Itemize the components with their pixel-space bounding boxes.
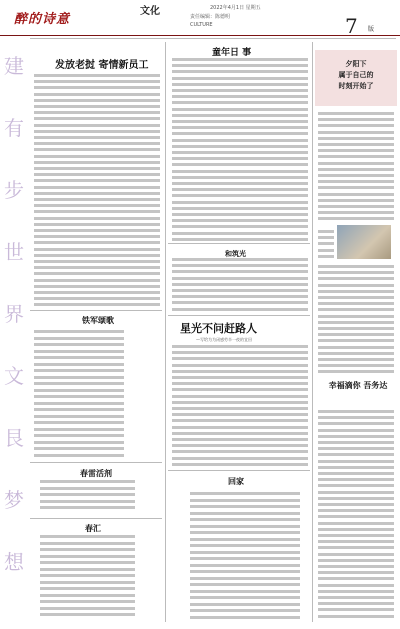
text-line bbox=[190, 499, 300, 502]
text-line bbox=[190, 512, 300, 515]
text-line bbox=[318, 302, 394, 305]
side-deco-char: 世 bbox=[4, 240, 24, 264]
text-line bbox=[34, 402, 124, 405]
text-line bbox=[318, 131, 394, 134]
text-line bbox=[172, 395, 308, 398]
issue-date: 2022年4月1日 星期五 bbox=[210, 5, 261, 11]
text-line bbox=[318, 284, 394, 287]
text-line bbox=[318, 327, 394, 330]
text-line bbox=[172, 194, 308, 197]
text-line bbox=[34, 408, 124, 411]
text-line bbox=[318, 491, 394, 494]
text-line bbox=[40, 600, 135, 603]
text-line bbox=[34, 303, 160, 306]
text-line bbox=[318, 497, 394, 500]
text-line bbox=[34, 389, 124, 392]
text-line bbox=[172, 64, 308, 67]
text-line bbox=[318, 447, 394, 450]
text-line bbox=[172, 232, 308, 235]
text-line bbox=[318, 435, 394, 438]
text-line bbox=[172, 163, 308, 166]
article-title-a7: 春雷活剂 bbox=[80, 468, 112, 478]
text-line bbox=[318, 352, 394, 355]
text-line bbox=[172, 413, 308, 416]
divider-f bbox=[168, 470, 310, 471]
text-line bbox=[318, 255, 334, 258]
text-line bbox=[34, 105, 160, 108]
text-line bbox=[318, 364, 394, 367]
section-title: 文化 bbox=[140, 6, 160, 17]
text-line bbox=[172, 213, 308, 216]
text-line bbox=[172, 126, 308, 129]
text-line bbox=[318, 358, 394, 361]
text-line bbox=[172, 370, 308, 373]
text-line bbox=[172, 114, 308, 117]
page-unit: 版 bbox=[368, 26, 375, 33]
section-sub: CULTURE bbox=[190, 22, 213, 28]
text-line bbox=[190, 525, 300, 528]
text-line bbox=[318, 242, 334, 245]
text-line bbox=[34, 229, 160, 232]
article-title-a3: 和筑光 bbox=[225, 249, 246, 258]
text-line bbox=[34, 343, 124, 346]
text-line bbox=[34, 337, 124, 340]
text-line bbox=[172, 139, 308, 142]
text-line bbox=[40, 587, 135, 590]
text-line bbox=[34, 376, 124, 379]
text-line bbox=[40, 568, 135, 571]
text-line bbox=[34, 142, 160, 145]
text-line bbox=[34, 254, 160, 257]
text-line bbox=[318, 559, 394, 562]
text-line bbox=[318, 553, 394, 556]
text-line bbox=[34, 441, 124, 444]
text-line bbox=[190, 603, 300, 606]
text-line bbox=[318, 186, 394, 189]
text-line bbox=[318, 155, 394, 158]
text-line bbox=[190, 531, 300, 534]
text-line bbox=[172, 426, 308, 429]
text-line bbox=[34, 369, 124, 372]
text-line bbox=[318, 265, 394, 268]
text-line bbox=[34, 241, 160, 244]
text-line bbox=[172, 457, 308, 460]
text-line bbox=[318, 410, 394, 413]
text-line bbox=[172, 89, 308, 92]
text-line bbox=[34, 130, 160, 133]
col-divider-1 bbox=[165, 42, 166, 622]
text-line bbox=[34, 124, 160, 127]
text-line bbox=[318, 217, 394, 220]
text-line bbox=[318, 199, 394, 202]
text-line bbox=[172, 258, 308, 261]
text-line bbox=[34, 217, 160, 220]
text-line bbox=[34, 421, 124, 424]
side-deco-char: 步 bbox=[4, 178, 24, 202]
text-line bbox=[318, 565, 394, 568]
text-line bbox=[172, 264, 308, 267]
side-deco-char: 艮 bbox=[4, 426, 24, 450]
text-line bbox=[318, 143, 394, 146]
col-divider-2 bbox=[312, 42, 313, 622]
text-line bbox=[190, 551, 300, 554]
text-line bbox=[190, 544, 300, 547]
text-line bbox=[190, 518, 300, 521]
text-line bbox=[40, 581, 135, 584]
side-deco-char: 界 bbox=[4, 302, 24, 326]
side-decoration bbox=[0, 50, 28, 620]
text-line bbox=[318, 149, 394, 152]
top-rule bbox=[30, 38, 396, 39]
text-line bbox=[172, 382, 308, 385]
text-line bbox=[318, 339, 394, 342]
text-line bbox=[172, 463, 308, 466]
text-line bbox=[318, 429, 394, 432]
text-line bbox=[40, 493, 135, 496]
text-line bbox=[172, 432, 308, 435]
text-line bbox=[318, 602, 394, 605]
text-line bbox=[34, 428, 124, 431]
text-line bbox=[318, 509, 394, 512]
text-line bbox=[34, 350, 124, 353]
text-line bbox=[40, 574, 135, 577]
text-line bbox=[34, 74, 160, 77]
text-line bbox=[172, 77, 308, 80]
text-line bbox=[172, 101, 308, 104]
text-line bbox=[40, 607, 135, 610]
text-line bbox=[172, 364, 308, 367]
text-line bbox=[318, 534, 394, 537]
text-line bbox=[172, 58, 308, 61]
text-line bbox=[172, 450, 308, 453]
editor-line: 责任编辑：陈德明 bbox=[190, 14, 231, 20]
text-line bbox=[34, 395, 124, 398]
text-line bbox=[318, 608, 394, 611]
text-line bbox=[318, 112, 394, 115]
article-photo bbox=[337, 225, 391, 259]
text-line bbox=[318, 478, 394, 481]
text-line bbox=[190, 557, 300, 560]
text-line bbox=[34, 272, 160, 275]
text-line bbox=[34, 80, 160, 83]
text-line bbox=[318, 236, 334, 239]
page-number: 7 bbox=[345, 14, 358, 38]
text-line bbox=[172, 407, 308, 410]
text-line bbox=[172, 151, 308, 154]
text-line bbox=[318, 416, 394, 419]
text-line bbox=[318, 174, 394, 177]
text-line bbox=[190, 596, 300, 599]
article-title-a1: 发放老挝 寄情新员工 bbox=[55, 60, 149, 71]
text-line bbox=[190, 616, 300, 619]
text-line bbox=[318, 230, 334, 233]
side-deco-char: 想 bbox=[4, 550, 24, 574]
text-line bbox=[190, 492, 300, 495]
divider-c bbox=[30, 518, 162, 519]
article-title-a8: 春汇 bbox=[85, 523, 101, 533]
text-line bbox=[34, 167, 160, 170]
text-line bbox=[318, 271, 394, 274]
text-line bbox=[318, 466, 394, 469]
text-line bbox=[172, 219, 308, 222]
text-line bbox=[40, 561, 135, 564]
text-line bbox=[318, 346, 394, 349]
text-line bbox=[318, 168, 394, 171]
text-line bbox=[190, 609, 300, 612]
divider-e bbox=[168, 315, 310, 316]
text-line bbox=[318, 460, 394, 463]
text-line bbox=[318, 315, 394, 318]
text-line bbox=[318, 515, 394, 518]
text-line bbox=[172, 176, 308, 179]
article-title-a2: 童年日 事 bbox=[212, 48, 252, 58]
text-line bbox=[172, 108, 308, 111]
text-line bbox=[318, 615, 394, 618]
text-line bbox=[172, 182, 308, 185]
side-deco-char: 文 bbox=[4, 364, 24, 388]
text-line bbox=[40, 555, 135, 558]
text-line bbox=[34, 155, 160, 158]
text-line bbox=[34, 356, 124, 359]
text-line bbox=[318, 584, 394, 587]
text-line bbox=[34, 223, 160, 226]
divider-b bbox=[30, 462, 162, 463]
text-line bbox=[318, 577, 394, 580]
text-line bbox=[40, 487, 135, 490]
text-line bbox=[318, 124, 394, 127]
text-line bbox=[34, 291, 160, 294]
text-line bbox=[318, 211, 394, 214]
text-line bbox=[190, 583, 300, 586]
text-line bbox=[172, 388, 308, 391]
text-line bbox=[172, 289, 308, 292]
text-line bbox=[34, 363, 124, 366]
text-line bbox=[172, 277, 308, 280]
article-subtitle-a4: —写给为为闭感劳辛一夜的宜田 bbox=[196, 337, 252, 342]
text-line bbox=[34, 434, 124, 437]
text-line bbox=[318, 180, 394, 183]
sidebar-title: 夕阳下 属于自己的 时刻开始了 bbox=[338, 59, 374, 90]
article-title-a6: 铁军颂歌 bbox=[82, 315, 114, 325]
text-line bbox=[190, 577, 300, 580]
text-line bbox=[318, 546, 394, 549]
text-line bbox=[34, 186, 160, 189]
side-deco-char: 梦 bbox=[4, 488, 24, 512]
text-line bbox=[34, 279, 160, 282]
article-title-a5: 回家 bbox=[228, 476, 244, 486]
newspaper-logo: 醉的诗意 bbox=[14, 12, 71, 27]
text-line bbox=[34, 415, 124, 418]
text-line bbox=[34, 235, 160, 238]
text-line bbox=[318, 290, 394, 293]
text-line bbox=[34, 297, 160, 300]
text-line bbox=[172, 188, 308, 191]
text-line bbox=[172, 201, 308, 204]
text-line bbox=[172, 357, 308, 360]
text-line bbox=[34, 86, 160, 89]
text-line bbox=[172, 238, 308, 241]
divider-d bbox=[168, 243, 310, 244]
text-line bbox=[34, 285, 160, 288]
text-line bbox=[34, 260, 160, 263]
text-line bbox=[34, 382, 124, 385]
article-title-a4: 星光不问赶路人 bbox=[180, 322, 257, 335]
text-line bbox=[318, 441, 394, 444]
text-line bbox=[190, 538, 300, 541]
text-line bbox=[318, 277, 394, 280]
text-line bbox=[172, 419, 308, 422]
text-line bbox=[172, 157, 308, 160]
text-line bbox=[318, 596, 394, 599]
text-line bbox=[40, 480, 135, 483]
text-line bbox=[318, 205, 394, 208]
text-line bbox=[34, 111, 160, 114]
side-deco-char: 建 bbox=[4, 54, 24, 78]
text-line bbox=[172, 444, 308, 447]
text-line bbox=[40, 535, 135, 538]
text-line bbox=[190, 564, 300, 567]
text-line bbox=[318, 296, 394, 299]
text-line bbox=[34, 447, 124, 450]
text-line bbox=[318, 333, 394, 336]
text-line bbox=[318, 321, 394, 324]
text-line bbox=[172, 145, 308, 148]
divider-a bbox=[30, 310, 162, 311]
text-line bbox=[172, 132, 308, 135]
text-line bbox=[34, 161, 160, 164]
text-line bbox=[34, 117, 160, 120]
text-line bbox=[172, 170, 308, 173]
text-line bbox=[318, 590, 394, 593]
text-line bbox=[40, 613, 135, 616]
text-line bbox=[34, 93, 160, 96]
text-line bbox=[318, 249, 334, 252]
text-line bbox=[172, 207, 308, 210]
text-line bbox=[172, 83, 308, 86]
text-line bbox=[172, 351, 308, 354]
text-line bbox=[34, 454, 124, 457]
article-title-a9: 幸福滴你 吾务达 bbox=[328, 380, 388, 390]
text-line bbox=[318, 422, 394, 425]
text-line bbox=[172, 376, 308, 379]
side-deco-char: 有 bbox=[4, 116, 24, 140]
text-line bbox=[318, 308, 394, 311]
text-line bbox=[34, 204, 160, 207]
text-line bbox=[34, 99, 160, 102]
text-line bbox=[34, 330, 124, 333]
text-line bbox=[190, 590, 300, 593]
text-line bbox=[40, 594, 135, 597]
text-line bbox=[318, 484, 394, 487]
text-line bbox=[40, 548, 135, 551]
text-line bbox=[172, 270, 308, 273]
text-line bbox=[318, 528, 394, 531]
text-line bbox=[172, 283, 308, 286]
text-line bbox=[172, 308, 308, 311]
text-line bbox=[318, 503, 394, 506]
text-line bbox=[34, 136, 160, 139]
text-line bbox=[318, 137, 394, 140]
text-line bbox=[172, 401, 308, 404]
text-line bbox=[172, 120, 308, 123]
text-line bbox=[172, 345, 308, 348]
text-line bbox=[40, 500, 135, 503]
text-line bbox=[40, 542, 135, 545]
text-line bbox=[172, 438, 308, 441]
text-line bbox=[172, 70, 308, 73]
text-line bbox=[34, 198, 160, 201]
text-line bbox=[318, 472, 394, 475]
text-line bbox=[172, 225, 308, 228]
text-line bbox=[318, 453, 394, 456]
text-line bbox=[34, 173, 160, 176]
text-line bbox=[318, 540, 394, 543]
text-line bbox=[172, 295, 308, 298]
text-line bbox=[34, 266, 160, 269]
text-line bbox=[40, 506, 135, 509]
text-line bbox=[34, 210, 160, 213]
text-line bbox=[172, 301, 308, 304]
text-line bbox=[318, 571, 394, 574]
text-line bbox=[318, 162, 394, 165]
text-line bbox=[190, 570, 300, 573]
text-line bbox=[318, 193, 394, 196]
text-line bbox=[34, 248, 160, 251]
text-line bbox=[318, 370, 394, 373]
text-line bbox=[172, 95, 308, 98]
text-line bbox=[34, 192, 160, 195]
text-line bbox=[34, 148, 160, 151]
text-line bbox=[34, 179, 160, 182]
text-line bbox=[190, 505, 300, 508]
text-line bbox=[318, 118, 394, 121]
text-line bbox=[318, 522, 394, 525]
